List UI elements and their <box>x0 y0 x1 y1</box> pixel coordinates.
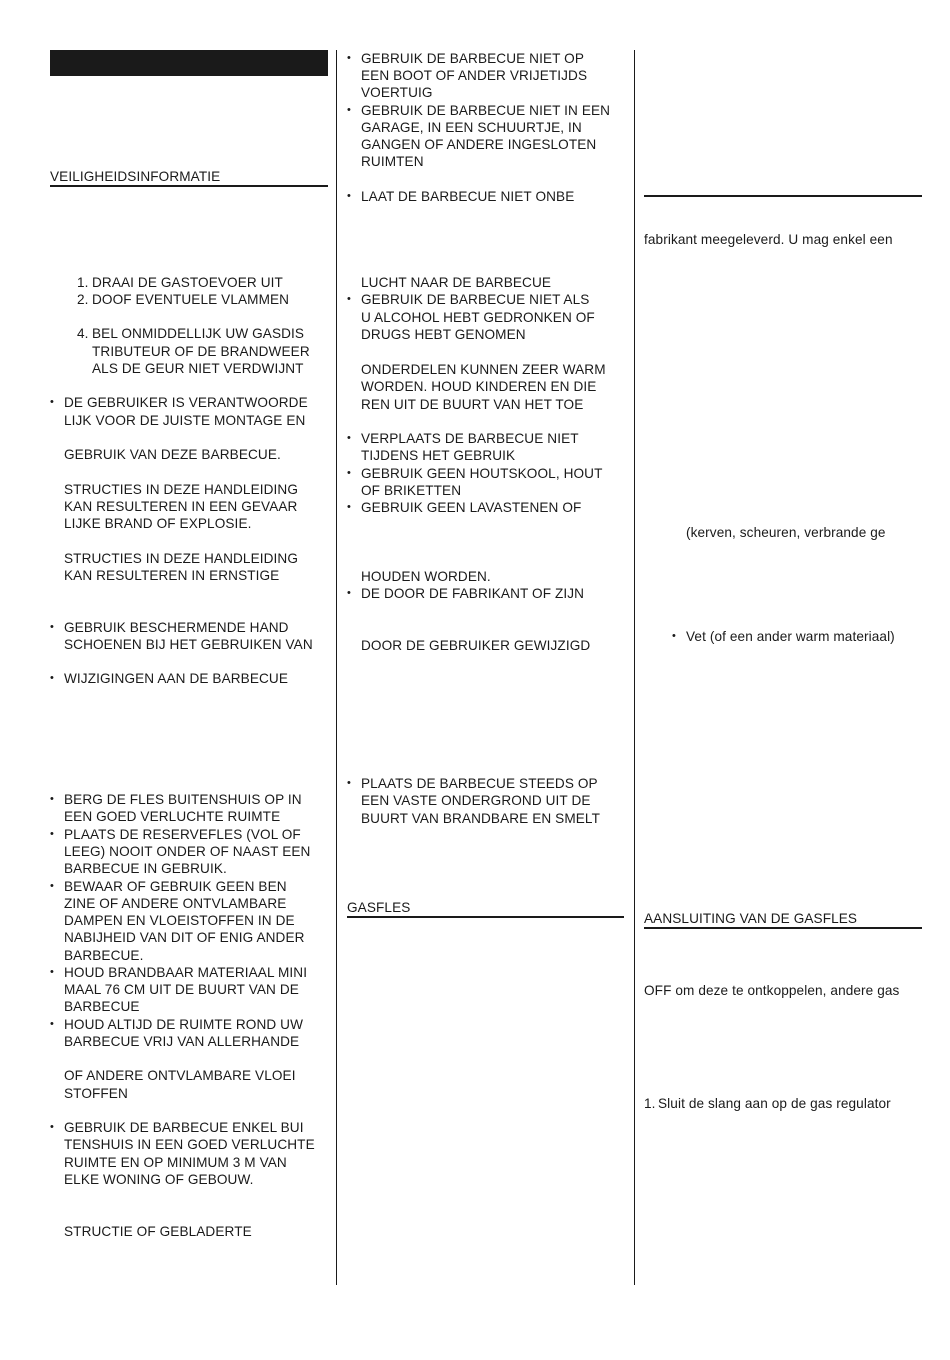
text-line: ONDERDELEN KUNNEN ZEER WARM <box>361 362 606 377</box>
text-line: STRUCTIES IN DEZE HANDLEIDING <box>64 482 299 497</box>
text-line: DAMPEN EN VLOEISTOFFEN IN DE <box>64 913 295 928</box>
text-line: HOUD ALTIJD DE RUIMTE ROND UW <box>64 1017 304 1032</box>
text-line: LIJK VOOR DE JUISTE MONTAGE EN <box>64 413 306 428</box>
step-number: 1. <box>77 275 89 290</box>
text-line: BEWAAR OF GEBRUIK GEEN BEN <box>64 879 287 894</box>
bullet: • <box>50 828 54 840</box>
text-line: OF BRIKETTEN <box>361 483 462 498</box>
text-line: GEBRUIK GEEN LAVASTENEN OF <box>361 500 582 515</box>
text-line: EEN GOED VERLUCHTE RUIMTE <box>64 809 281 824</box>
text-line: KAN RESULTEREN IN EEN GEVAAR <box>64 499 298 514</box>
bullet: • <box>50 621 54 633</box>
step-text: ALS DE GEUR NIET VERDWIJNT <box>92 361 304 376</box>
column-divider-1 <box>336 50 337 1285</box>
text-line: PLAATS DE RESERVEFLES (VOL OF <box>64 827 301 842</box>
section-heading-gas-cylinder: GASFLES <box>347 900 411 915</box>
section-heading-rule <box>50 185 328 187</box>
text-line: BUURT VAN BRANDBARE EN SMELT <box>361 811 600 826</box>
bullet: • <box>50 396 54 408</box>
text-line: OFF om deze te ontkoppelen, andere gas <box>644 983 900 998</box>
text-line: MAAL 76 CM UIT DE BUURT VAN DE <box>64 982 299 997</box>
text-line: RUIMTEN <box>361 154 424 169</box>
text-line: GEBRUIK DE BARBECUE NIET OP <box>361 51 585 66</box>
text-line: DRUGS HEBT GENOMEN <box>361 327 526 342</box>
bullet: • <box>347 104 351 116</box>
text-line: SCHOENEN BIJ HET GEBRUIKEN VAN <box>64 637 313 652</box>
step-number: 2. <box>77 292 89 307</box>
text-line: EEN VASTE ONDERGROND UIT DE <box>361 793 591 808</box>
bullet: • <box>347 52 351 64</box>
text-line: LIJKE BRAND OF EXPLOSIE. <box>64 516 252 531</box>
text-line: GEBRUIK DE BARBECUE NIET IN EEN <box>361 103 611 118</box>
section-rule <box>644 195 922 197</box>
step-text: DRAAI DE GASTOEVOER UIT <box>92 275 283 290</box>
text-line: NABIJHEID VAN DIT OF ENIG ANDER <box>64 930 305 945</box>
text-line: TIJDENS HET GEBRUIK <box>361 448 516 463</box>
text-line: Vet (of een ander warm materiaal) <box>686 629 895 644</box>
text-line: BARBECUE <box>64 999 140 1014</box>
text-line: HOUD BRANDBAAR MATERIAAL MINI <box>64 965 308 980</box>
text-line: OF ANDERE ONTVLAMBARE VLOEI <box>64 1068 296 1083</box>
header-black-bar <box>50 50 328 76</box>
bullet: • <box>50 966 54 978</box>
step-text: TRIBUTEUR OF DE BRANDWEER <box>92 344 310 359</box>
bullet: • <box>347 587 351 599</box>
text-line: ZINE OF ANDERE ONTVLAMBARE <box>64 896 287 911</box>
step-number: 4. <box>77 326 89 341</box>
column-divider-2 <box>634 50 635 1285</box>
text-line: LAAT DE BARBECUE NIET ONBE <box>361 189 575 204</box>
bullet: • <box>347 777 351 789</box>
text-line: BARBECUE IN GEBRUIK. <box>64 861 227 876</box>
bullet: • <box>672 630 676 642</box>
text-line: WORDEN. HOUD KINDEREN EN DIE <box>361 379 597 394</box>
text-line: GEBRUIK BESCHERMENDE HAND <box>64 620 289 635</box>
text-line: KAN RESULTEREN IN ERNSTIGE <box>64 568 280 583</box>
text-line: STRUCTIES IN DEZE HANDLEIDING <box>64 551 299 566</box>
text-line: TENSHUIS IN EEN GOED VERLUCHTE <box>64 1137 315 1152</box>
text-line: BARBECUE. <box>64 948 144 963</box>
bullet: • <box>347 293 351 305</box>
bullet: • <box>347 467 351 479</box>
text-line: GEBRUIK DE BARBECUE NIET ALS <box>361 292 590 307</box>
step-number: 1. <box>644 1096 656 1111</box>
bullet: • <box>347 190 351 202</box>
text-line: U ALCOHOL HEBT GEDRONKEN OF <box>361 310 595 325</box>
text-line: BERG DE FLES BUITENSHUIS OP IN <box>64 792 302 807</box>
section-heading-rule <box>347 916 624 918</box>
text-line: VERPLAATS DE BARBECUE NIET <box>361 431 579 446</box>
text-line: WIJZIGINGEN AAN DE BARBECUE <box>64 671 289 686</box>
text-line: DE DOOR DE FABRIKANT OF ZIJN <box>361 586 585 601</box>
step-text: BEL ONMIDDELLIJK UW GASDIS <box>92 326 305 341</box>
text-line: (kerven, scheuren, verbrande ge <box>686 525 886 540</box>
text-line: ELKE WONING OF GEBOUW. <box>64 1172 254 1187</box>
step-text: DOOF EVENTUELE VLAMMEN <box>92 292 290 307</box>
text-line: GARAGE, IN EEN SCHUURTJE, IN <box>361 120 582 135</box>
text-line: DE GEBRUIKER IS VERANTWOORDE <box>64 395 308 410</box>
text-line: GEBRUIK GEEN HOUTSKOOL, HOUT <box>361 466 603 481</box>
text-line: VOERTUIG <box>361 85 433 100</box>
text-line: STRUCTIE OF GEBLADERTE <box>64 1224 252 1239</box>
section-heading-safety: VEILIGHEIDSINFORMATIE <box>50 169 221 184</box>
section-heading-gas-connection: AANSLUITING VAN DE GASFLES <box>644 911 858 926</box>
bullet: • <box>50 1121 54 1133</box>
text-line: LEEG) NOOIT ONDER OF NAAST EEN <box>64 844 311 859</box>
bullet: • <box>50 793 54 805</box>
text-line: GEBRUIK DE BARBECUE ENKEL BUI <box>64 1120 304 1135</box>
section-heading-rule <box>644 927 922 929</box>
bullet: • <box>50 880 54 892</box>
text-line: EEN BOOT OF ANDER VRIJETIJDS <box>361 68 588 83</box>
bullet: • <box>347 432 351 444</box>
text-line: REN UIT DE BUURT VAN HET TOE <box>361 397 584 412</box>
bullet: • <box>50 672 54 684</box>
step-text: Sluit de slang aan op de gas regulator <box>658 1096 891 1111</box>
text-line: GANGEN OF ANDERE INGESLOTEN <box>361 137 597 152</box>
text-line: GEBRUIK VAN DEZE BARBECUE. <box>64 447 281 462</box>
bullet: • <box>347 501 351 513</box>
text-line: HOUDEN WORDEN. <box>361 569 491 584</box>
text-line: RUIMTE EN OP MINIMUM 3 M VAN <box>64 1155 287 1170</box>
text-line: STOFFEN <box>64 1086 128 1101</box>
text-line: LUCHT NAAR DE BARBECUE <box>361 275 552 290</box>
text-line: DOOR DE GEBRUIKER GEWIJZIGD <box>361 638 591 653</box>
text-line: PLAATS DE BARBECUE STEEDS OP <box>361 776 598 791</box>
text-line: fabrikant meegeleverd. U mag enkel een <box>644 232 893 247</box>
text-line: BARBECUE VRIJ VAN ALLERHANDE <box>64 1034 300 1049</box>
bullet: • <box>50 1018 54 1030</box>
